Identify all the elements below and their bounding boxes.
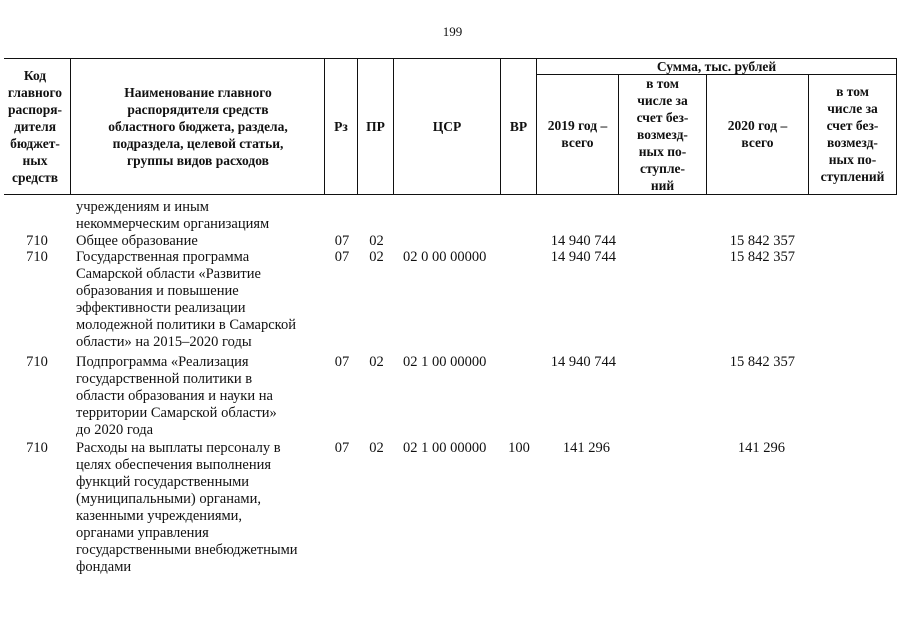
row-1-code: 710 <box>26 233 48 249</box>
row-2-code: 710 <box>26 249 48 265</box>
row-3-2019-total: 14 940 744 <box>550 354 616 370</box>
header-csr: ЦСР <box>432 118 462 134</box>
row-2-csr: 02 0 00 00000 <box>403 249 487 265</box>
row-4-name: Расходы на выплаты персоналу в целях обеспечения выполнения функций государственными (муниципальными) органами, казенными учреждениями, органами управления государственными внебюджетными фондами <box>76 440 298 575</box>
header-2020-free: в том числе за счет без- возмезд- ных по- ступлений <box>820 84 885 184</box>
header-2019-total: 2019 год – всего <box>547 118 608 150</box>
row-4-2020-total: 141 296 <box>737 440 785 456</box>
row-2-2019-total: 14 940 744 <box>550 249 616 265</box>
row-0-name: учреждениям и иным некоммерческим организациям <box>76 199 270 232</box>
row-3-rz: 07 <box>334 354 350 370</box>
row-3-pr: 02 <box>369 354 384 370</box>
header-code: Код главного распоря- дителя бюджет- ных средств <box>7 67 63 185</box>
header-2020-total: 2020 год – всего <box>727 118 788 150</box>
row-1-name: Общее образование <box>76 233 198 249</box>
row-2-pr: 02 <box>369 249 384 265</box>
row-3-2020-total: 15 842 357 <box>729 354 795 370</box>
header-name: Наименование главного распорядителя средств областного бюджета, раздела, подраздела, целевой статьи, группы видов расходов <box>108 84 288 168</box>
row-1-2020-total: 15 842 357 <box>729 233 795 249</box>
header-rz: Рз <box>334 118 348 134</box>
header-2019-free: в том числе за счет без- возмезд- ных по- ступле- ний <box>636 75 689 193</box>
row-2-rz: 07 <box>334 249 350 265</box>
header-bottom-border <box>4 194 897 195</box>
header-vr: ВР <box>509 118 528 134</box>
row-3-csr: 02 1 00 00000 <box>403 354 487 370</box>
header-pr: ПР <box>366 118 385 134</box>
row-3-code: 710 <box>26 354 48 370</box>
row-4-csr: 02 1 00 00000 <box>403 440 487 456</box>
col-divider-1 <box>70 58 71 194</box>
page-number: 199 <box>442 24 463 39</box>
row-4-rz: 07 <box>334 440 350 456</box>
col-divider-right <box>896 58 897 194</box>
row-4-pr: 02 <box>369 440 384 456</box>
row-4-2019-total: 141 296 <box>562 440 610 456</box>
row-3-name: Подпрограмма «Реализация государственной политики в области образования и науки на территории Самарской области» до 2020 года <box>76 354 277 438</box>
row-4-vr: 100 <box>508 440 530 456</box>
row-2-2020-total: 15 842 357 <box>729 249 795 265</box>
row-1-2019-total: 14 940 744 <box>550 233 616 249</box>
row-2-name: Государственная программа Самарской области «Развитие образования и повышение эффективности реализации молодежной политики в Самарской области» на 2015–2020 годы <box>76 249 296 350</box>
row-1-pr: 02 <box>369 233 384 249</box>
row-4-code: 710 <box>26 440 48 456</box>
header-sum-group: Сумма, тыс. рублей <box>656 58 777 74</box>
row-1-rz: 07 <box>334 233 350 249</box>
